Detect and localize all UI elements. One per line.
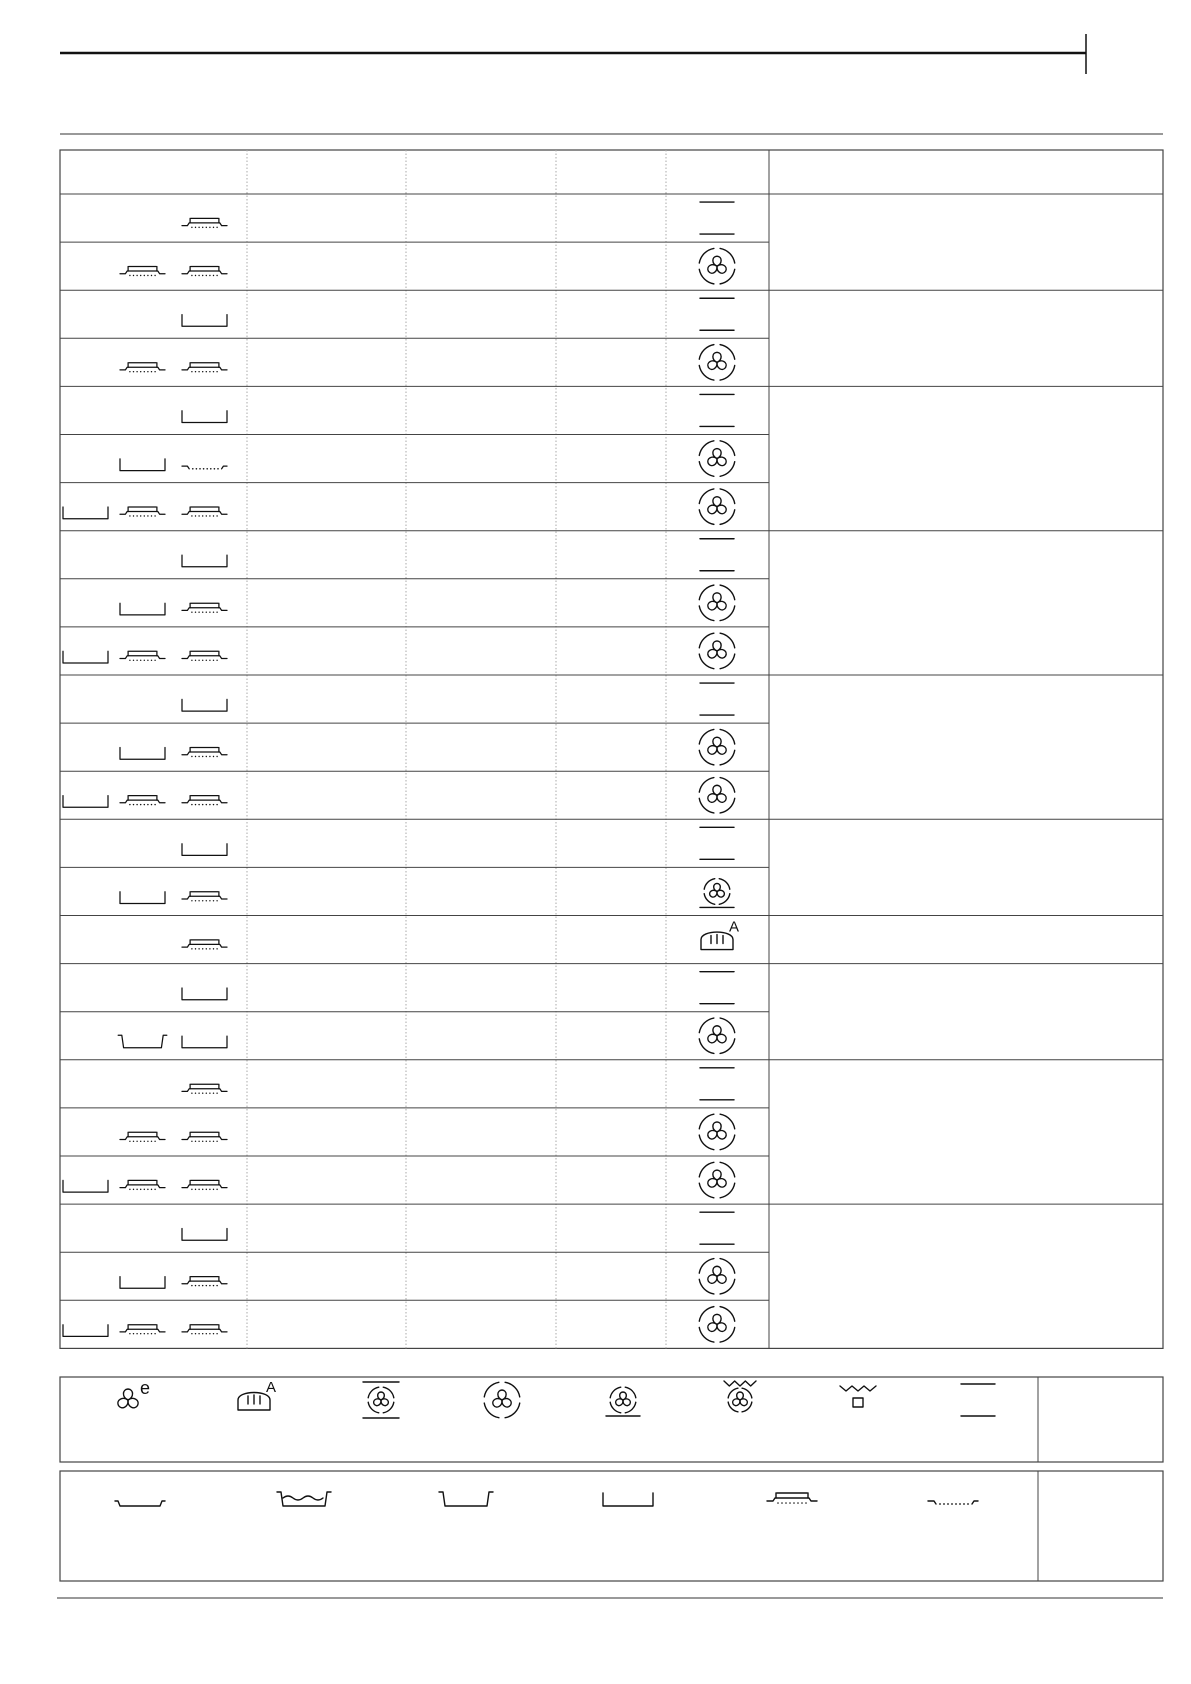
tray-icon: [182, 796, 227, 806]
table-frame: [60, 150, 1163, 1348]
pan-icon: [63, 796, 108, 808]
circulated-air-icon: [699, 441, 734, 476]
pan-icon: [182, 1036, 227, 1048]
tray-icon: [182, 603, 227, 613]
tray-icon: [767, 1493, 817, 1504]
circulated-air-icon: [699, 1259, 734, 1294]
tray-icon: [182, 507, 227, 517]
modes-note: [1040, 1384, 1160, 1466]
top-bottom-heat-icon: [700, 683, 734, 715]
svg-text:e: e: [140, 1378, 151, 1398]
water-pan-icon: [277, 1492, 331, 1506]
tray-icon: [120, 651, 165, 661]
accessories-note: [1040, 1476, 1160, 1580]
circulated-air-icon: [699, 489, 734, 524]
pan-icon: [120, 603, 165, 615]
pan-icon: [603, 1493, 653, 1506]
accessory-legend-box: [60, 1471, 1163, 1581]
pan-icon: [120, 748, 165, 760]
tray-icon: [182, 748, 227, 758]
tray-icon: [182, 363, 227, 373]
circulated-air-icon: [699, 345, 734, 380]
tray-icon: [182, 651, 227, 661]
top-bottom-heat-icon: [700, 827, 734, 859]
rack-icon: [928, 1501, 978, 1505]
svg-text:A: A: [729, 918, 740, 936]
tray-icon: [120, 796, 165, 806]
tray-icon: [120, 363, 165, 373]
top-bottom-heat-icon: [700, 298, 734, 330]
fan-bottom-heat-icon: [606, 1387, 640, 1416]
svg-text:A: A: [266, 1379, 277, 1396]
tray-icon: [120, 1180, 165, 1190]
pan-icon: [182, 315, 227, 327]
fan-bottom-heat-icon: [700, 879, 734, 908]
circulated-air-icon: [699, 248, 734, 283]
circulated-air-icon: [699, 778, 734, 813]
tray-icon: [182, 1084, 227, 1094]
tray-icon: [182, 267, 227, 277]
pan-icon: [63, 1180, 108, 1192]
tray-icon: [120, 1325, 165, 1335]
pan-icon: [63, 1325, 108, 1337]
top-bottom-heat-icon: [700, 394, 734, 426]
shallow-tray-icon: [115, 1501, 165, 1506]
circulated-air-icon: [699, 633, 734, 668]
top-bottom-heat-icon: [700, 1212, 734, 1244]
pan-icon: [182, 699, 227, 711]
top-bottom-heat-icon: [700, 972, 734, 1004]
pan-icon: [120, 892, 165, 904]
rack-icon: [182, 466, 227, 470]
top-bottom-heat-icon: [961, 1384, 995, 1416]
pan-icon: [182, 844, 227, 856]
deep-pan-icon: [118, 1035, 167, 1048]
tray-icon: [120, 507, 165, 517]
tray-icon: [182, 1132, 227, 1142]
small-grill-icon: [840, 1386, 876, 1407]
deep-pan-icon: [439, 1492, 493, 1506]
circulated-air-icon: [699, 729, 734, 764]
mode-legend-box: [60, 1377, 1163, 1462]
tray-icon: [182, 892, 227, 902]
eco-fan-icon: [116, 1378, 150, 1409]
circulated-air-icon: [484, 1382, 519, 1417]
pan-icon: [182, 1229, 227, 1241]
pan-icon: [120, 1277, 165, 1289]
top-bottom-heat-icon: [700, 539, 734, 571]
pan-icon: [120, 459, 165, 471]
tray-icon: [182, 218, 227, 228]
pan-icon: [182, 555, 227, 567]
top-bottom-heat-icon: [700, 202, 734, 234]
bread-auto-icon: [701, 919, 739, 950]
pan-icon: [182, 988, 227, 1000]
circulated-air-icon: [699, 1162, 734, 1197]
bread-auto-icon: [238, 1379, 276, 1410]
fan-top-bottom-heat-icon: [363, 1382, 399, 1418]
tray-icon: [182, 940, 227, 950]
tray-icon: [182, 1277, 227, 1287]
circulated-air-icon: [699, 585, 734, 620]
top-bottom-heat-icon: [700, 1068, 734, 1100]
pan-icon: [182, 411, 227, 423]
circulated-air-icon: [699, 1114, 734, 1149]
circulated-air-icon: [699, 1018, 734, 1053]
tray-icon: [182, 1325, 227, 1335]
circulated-air-icon: [699, 1307, 734, 1342]
tray-icon: [120, 1132, 165, 1142]
grill-circulated-air-icon: [724, 1381, 756, 1412]
tray-icon: [120, 267, 165, 277]
tray-icon: [182, 1180, 227, 1190]
pan-icon: [63, 507, 108, 519]
pan-icon: [63, 651, 108, 663]
